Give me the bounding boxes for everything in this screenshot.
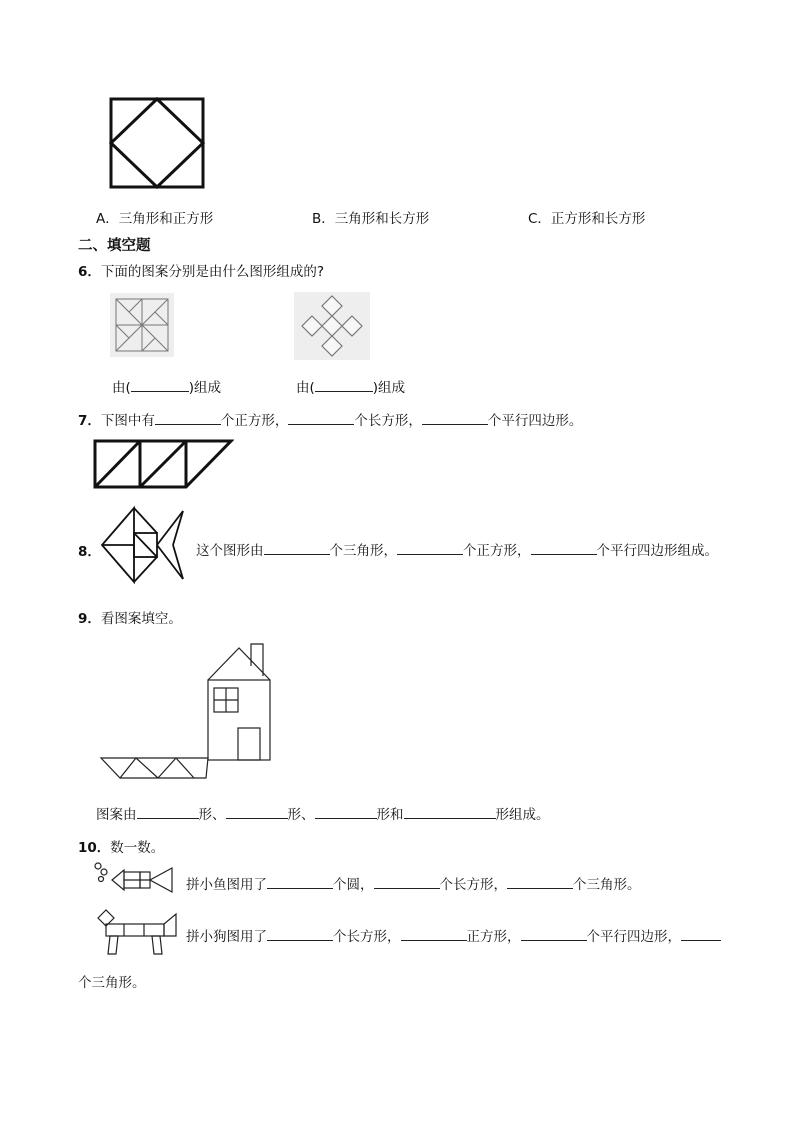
square-diamond-figure [108,96,206,190]
question-text: 形和 [376,807,404,823]
q6-answer-right [296,376,405,396]
question-text: 个三角形。 [573,877,641,893]
answer-blank[interactable] [267,874,333,889]
option-a[interactable]: A．三角形和正方形 [96,211,214,227]
question-text: 个平行四边形组成。 [596,543,718,559]
answer-blank[interactable] [267,926,333,941]
answer-blank[interactable] [315,377,373,392]
section-title: 二、填空题 [78,238,151,254]
question-text: 拼小狗图用了 [186,929,267,945]
squares-parallelogram-figure [92,438,234,490]
question-text: 个平行四边形， [586,929,681,945]
fish-tangram-figure [97,505,187,585]
question-text: 图案由 [96,807,137,823]
answer-blank[interactable] [404,804,496,819]
question-text: 下图中有 [100,413,155,429]
question-text: 看图案填空。 [100,611,182,627]
question-number: 6． [78,264,101,280]
answer-blank[interactable] [264,540,330,555]
question-text: 正方形， [466,929,521,945]
answer-blank[interactable] [315,804,377,819]
answer-blank[interactable] [521,926,587,941]
answer-blank[interactable] [401,926,467,941]
question-text: 形、 [198,807,226,823]
house-figure [98,640,276,782]
question-text: 形、 [287,807,315,823]
question-text: 个圆， [333,877,374,893]
question-number: 9． [78,611,101,627]
question-8-text [196,539,718,559]
answer-blank[interactable] [137,804,199,819]
option-b[interactable]: B．三角形和长方形 [312,211,430,227]
answer-blank[interactable] [288,410,354,425]
answer-suffix: )组成 [188,380,222,396]
pinwheel-figure [110,293,174,357]
q6-answer-left [112,376,221,396]
answer-suffix: )组成 [372,380,406,396]
question-10-dog [186,925,721,945]
answer-blank[interactable] [131,377,189,392]
question-text: 个长方形， [439,877,507,893]
question-text: 拼小鱼图用了 [186,877,267,893]
question-number: 7． [78,413,101,429]
question-7 [78,409,582,429]
answer-blank[interactable] [507,874,573,889]
answer-blank[interactable] [374,874,440,889]
question-text: 个三角形， [329,543,397,559]
answer-blank[interactable] [681,926,721,941]
question-text: 个长方形， [333,929,401,945]
question-text: 下面的图案分别是由什么图形组成的? [100,264,325,280]
answer-blank[interactable] [397,540,463,555]
question-text: 个长方形， [354,413,422,429]
answer-blank[interactable] [531,540,597,555]
question-text: 形组成。 [495,807,550,823]
small-fish-figure [92,858,178,896]
answer-blank[interactable] [226,804,288,819]
question-text: 个平行四边形。 [487,413,583,429]
question-text: 数一数。 [110,840,165,856]
question-10-fish [186,873,641,893]
question-number: 10． [78,840,111,856]
question-9-answer [96,803,550,823]
question-10 [78,836,164,856]
question-text: 这个图形由 [196,543,264,559]
question-6 [78,260,324,280]
answer-blank[interactable] [422,410,488,425]
question-10-dog-end: 个三角形。 [78,975,146,991]
answer-blank[interactable] [155,410,221,425]
diamond-knot-figure [294,292,370,360]
question-9 [78,607,182,627]
answer-prefix: 由( [296,380,315,396]
option-c[interactable]: C．正方形和长方形 [528,211,646,227]
answer-prefix: 由( [112,380,131,396]
small-dog-figure [94,906,180,958]
question-text: 个正方形， [463,543,531,559]
question-8-number: 8． [78,544,101,560]
question-text: 个正方形， [220,413,289,429]
